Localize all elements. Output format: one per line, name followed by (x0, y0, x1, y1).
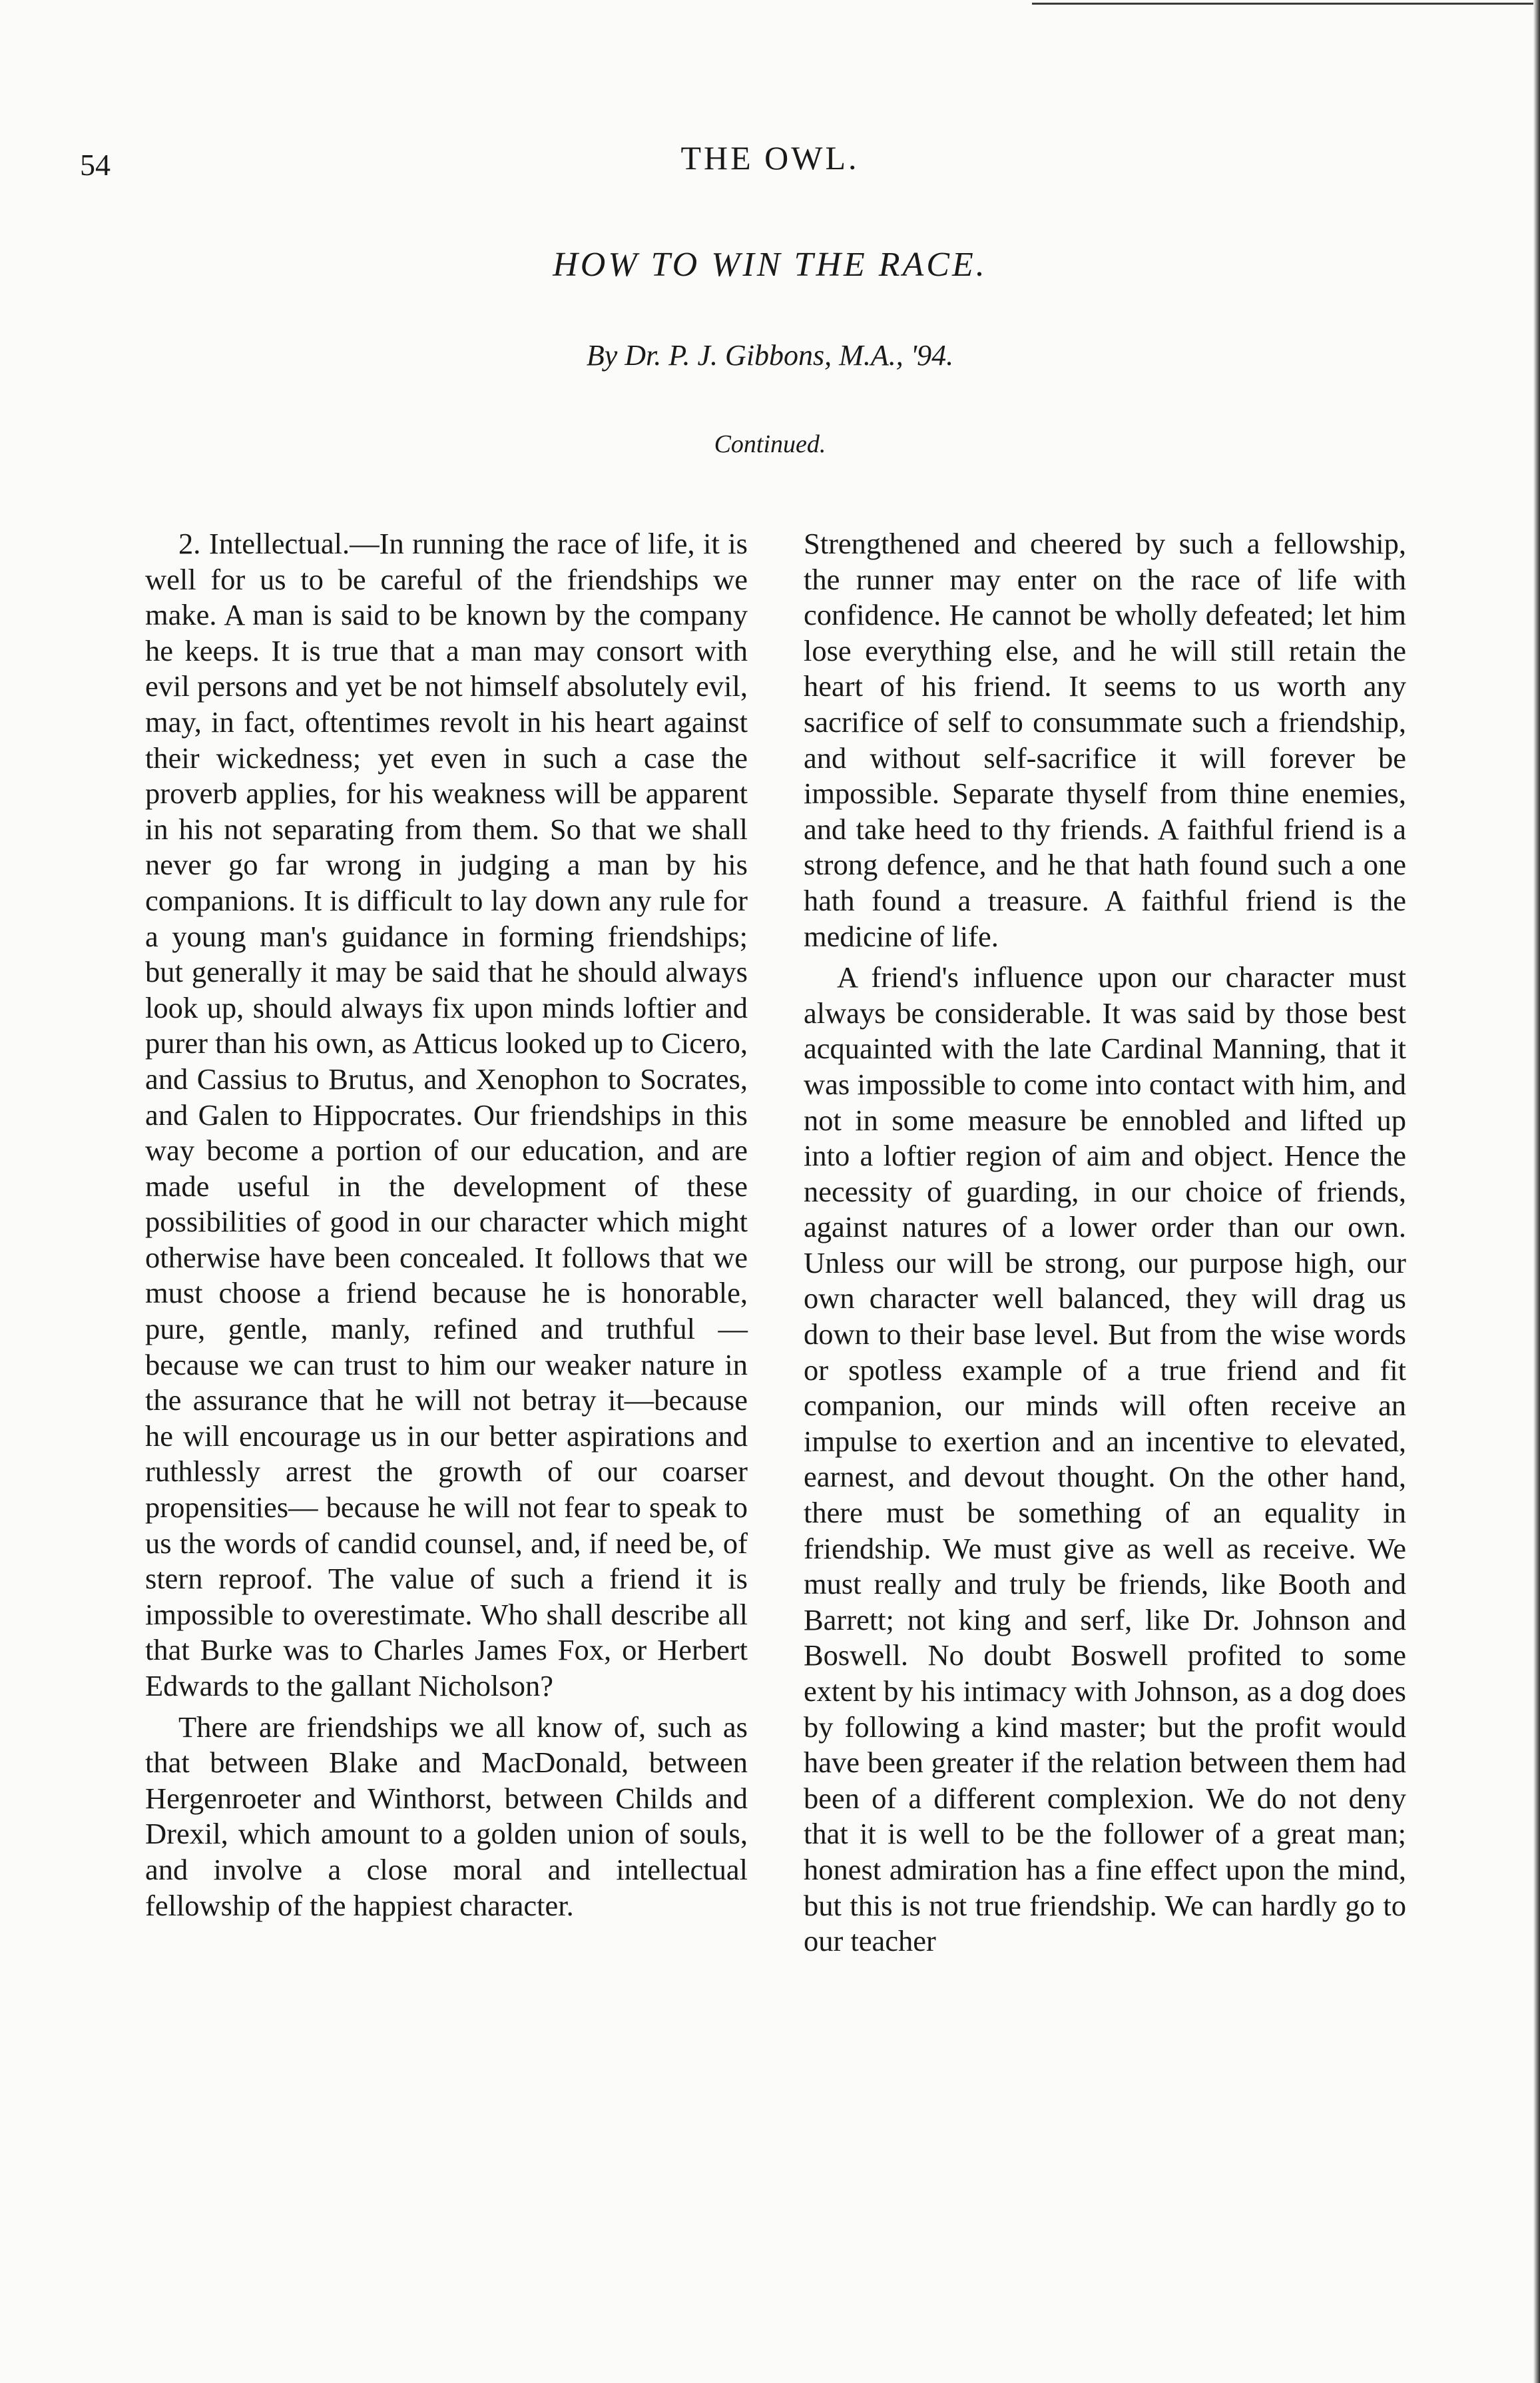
left-column (145, 526, 748, 1923)
paragraph: 2. Intellectual.—In running the race of life, it is well for us to be careful of the friendships we make. A man is said to be known by the company he keeps. It is true that a man may consort with evil persons and yet be not himself absolutely evil, may, in fact, oftentimes revolt in his heart against their wickedness; yet even in such a case the proverb applies, for his weakness will be apparent in his not separating from them. So that we shall never go far wrong in judging a man by his companions. It is difficult to lay down any rule for a young man's guidance in forming friendships; but generally it may be said that he should always look up, should always fix upon minds loftier and purer than his own, as Atticus looked up to Cicero, and Cassius to Brutus, and Xenophon to Socrates, and Galen to Hippocrates. Our friendships in this way become a portion of our education, and are made useful in the development of these possibilities of good in our character which might otherwise have been concealed. It follows that we must choose a friend because he is honorable, pure, gentle, manly, refined and truthful —because we can trust to him our weaker nature in the assurance that he will not betray it—because he will encourage us in our better aspirations and ruthlessly arrest the growth of our coarser propensities— because he will not fear to speak to us the words of candid counsel, and, if need be, of stern reproof. The value of such a friend it is impossible to overestimate. Who shall describe all that Burke was to Charles James Fox, or Herbert Edwards to the gallant Nicholson? (145, 527, 748, 1702)
article-byline: By Dr. P. J. Gibbons, M.A., '94. (586, 339, 954, 372)
continued-note: Continued. (714, 430, 826, 458)
paragraph: There are friendships we all know of, such as that between Blake and MacDonald, between Hergenroeter and Winthorst, between Childs and Drexil, which amount to a golden union of souls, and involve a close moral and intellectual fellowship of the happiest character. (145, 1710, 748, 1922)
paragraph: Strengthened and cheered by such a fellowship, the runner may enter on the race of life with confidence. He cannot be wholly defeated; let him lose everything else, and he will still retain the heart of his friend. It seems to us worth any sacrifice of self to consummate such a friendship, and without self-sacrifice it will forever be impossible. Separate thyself from thine enemies, and take heed to thy friends. A faithful friend is a strong defence, and he that hath found such a one hath found a treasure. A faithful friend is the medicine of life. (804, 527, 1406, 953)
article-title: HOW TO WIN THE RACE. (553, 246, 987, 284)
right-column (804, 526, 1406, 1959)
page-number: 54 (80, 148, 111, 182)
top-edge-rule (1032, 3, 1540, 5)
running-head: THE OWL. (680, 139, 860, 176)
paragraph: A friend's influence upon our character must always be considerable. It was said by those best acquainted with the late Cardinal Manning, that it was impossible to come into contact with him, and not in some measure be ennobled and lifted up into a loftier region of aim and object. Hence the necessity of guarding, in our choice of friends, against natures of a lower order than our own. Unless our will be strong, our purpose high, our own character well balanced, they will drag us down to their base level. But from the wise words or spotless example of a true friend and fit companion, our minds will often receive an impulse to exertion and an incentive to elevated, earnest, and devout thought. On the other hand, there must be something of an equality in friendship. We must give as well as receive. We must really and truly be friends, like Booth and Barrett; not king and serf, like Dr. Johnson and Boswell. No doubt Boswell profited to some extent by his intimacy with Johnson, as a dog does by following a kind master; but the profit would have been greater if the relation between them had been of a different complexion. We do not deny that it is well to be the follower of a great man; honest admiration has a fine effect upon the mind, but this is not true friendship. We can hardly go to our teacher (804, 960, 1406, 1958)
